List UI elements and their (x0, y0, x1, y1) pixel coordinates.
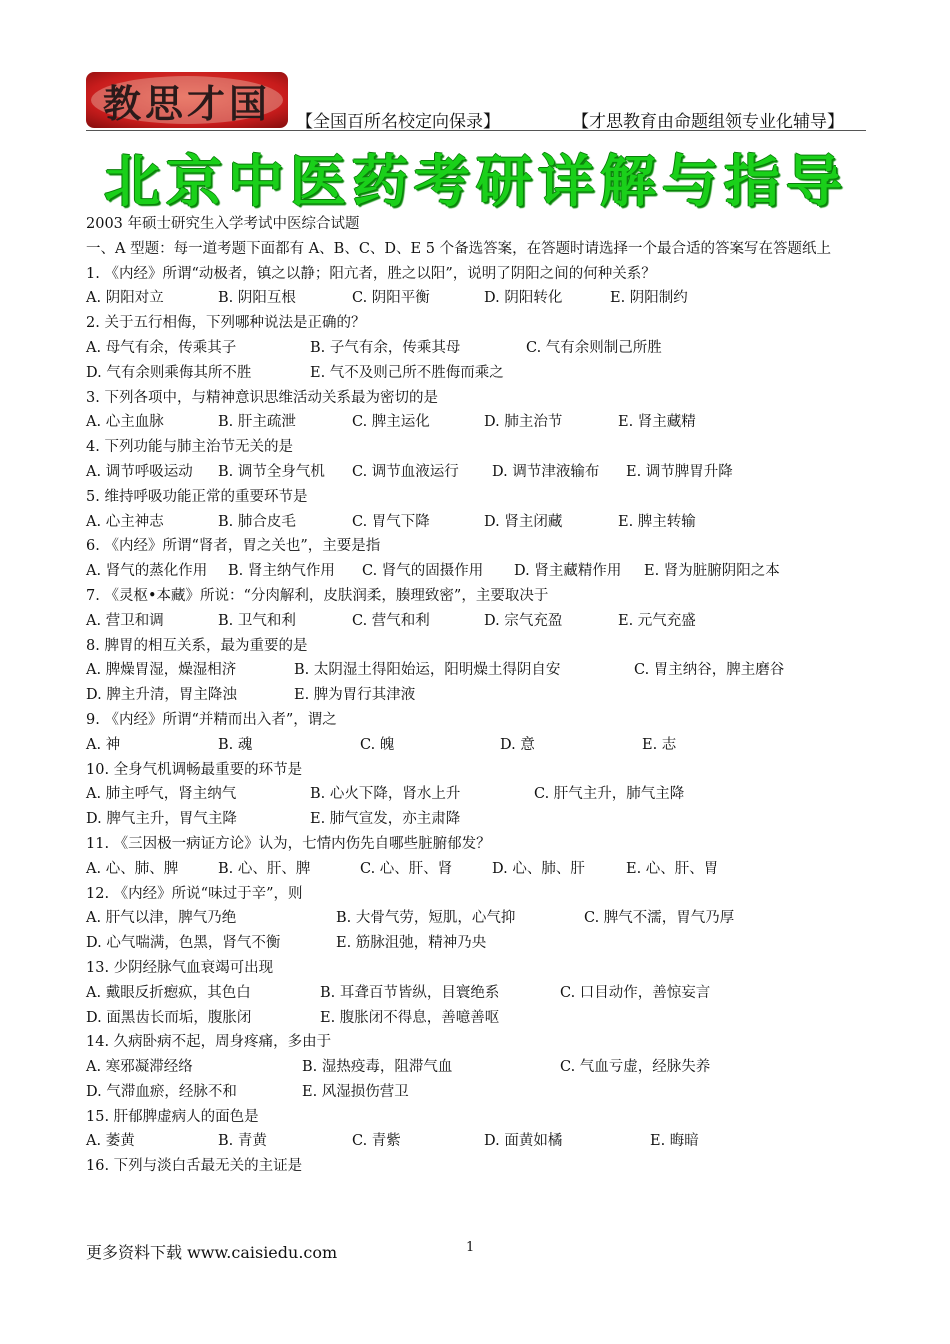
question-12-options-row1 (86, 906, 876, 931)
option-c: C. 胃主纳谷，脾主磨谷 (634, 662, 785, 679)
page-banner-title: 北京中医药考研详解与指导 (104, 150, 848, 215)
option-c: C. 肝气主升，肺气主降 (534, 786, 685, 803)
option-d: D. 调节津液输布 (492, 463, 600, 480)
question-7: 7. 《灵枢•本藏》所说：“分肉解利，皮肤润柔，腠理致密”，主要取决于 (86, 587, 549, 604)
option-e: E. 风湿损伤营卫 (302, 1083, 409, 1100)
option-a: A. 心主血脉 (86, 414, 164, 431)
tagline-right: 【才思教育由命题组领专业化辅导】 (572, 112, 844, 132)
exam-title: 2003 年硕士研究生入学考试中医综合试题 (86, 216, 360, 232)
question-14-options-row1 (86, 1055, 876, 1080)
question-7-options (86, 609, 876, 634)
option-d: D. 心、肺、肝 (492, 860, 585, 877)
option-d: D. 心气喘满，色黑，肾气不衡 (86, 935, 281, 952)
option-a: A. 寒邪凝滞经络 (86, 1059, 193, 1076)
option-e: E. 心、肝、胃 (626, 860, 719, 877)
option-b: B. 卫气和利 (218, 612, 296, 629)
option-d: D. 脾主升清，胃主降浊 (86, 687, 237, 704)
option-b: B. 耳聋百节皆纵，目寰绝系 (320, 984, 500, 1001)
option-a: A. 调节呼吸运动 (86, 463, 193, 480)
option-c: C. 心、肝、肾 (360, 860, 453, 877)
option-e: E. 脾主转输 (618, 513, 696, 530)
option-d: D. 宗气充盈 (484, 612, 563, 629)
option-e: E. 晦暗 (650, 1133, 699, 1150)
option-a: A. 营卫和调 (86, 612, 164, 629)
option-c: C. 气有余则制己所胜 (526, 339, 662, 356)
question-9-options (86, 733, 876, 758)
option-d: D. 面黑齿长而垢，腹胀闭 (86, 1009, 252, 1026)
question-8: 8. 脾胃的相互关系，最为重要的是 (86, 637, 308, 654)
option-a: A. 肾气的蒸化作用 (86, 563, 208, 580)
question-1: 1. 《内经》所谓“动极者，镇之以静；阳亢者，胜之以阳”，说明了阴阳之间的何种关系？ (86, 265, 656, 282)
option-b: B. 心、肝、脾 (218, 860, 311, 877)
option-b: B. 湿热疫毒，阻滞气血 (302, 1059, 453, 1076)
option-b: B. 太阴湿土得阳始运，阳明燥土得阴自安 (294, 662, 561, 679)
brand-logo (86, 72, 288, 128)
section-intro: 一、A 型题：每一道考题下面都有 A、B、C、D、E 5 个备选答案，在答题时请选择一个最合适的答案写在答题纸上 (86, 240, 832, 257)
option-a: A. 神 (86, 736, 121, 753)
question-13-options-row2 (86, 1006, 876, 1031)
option-e: E. 腹胀闭不得息，善噫善呕 (320, 1009, 500, 1026)
question-13-options-row1 (86, 981, 876, 1006)
option-d: D. 面黄如橘 (484, 1133, 563, 1150)
question-3-options (86, 410, 876, 435)
question-3: 3. 下列各项中，与精神意识思维活动关系最为密切的是 (86, 389, 438, 406)
option-c: C. 气血亏虚，经脉失养 (560, 1059, 711, 1076)
option-a: A. 肺主呼气，肾主纳气 (86, 786, 237, 803)
question-10-options-row2 (86, 807, 876, 832)
question-8-options-row2 (86, 683, 876, 708)
question-4: 4. 下列功能与肺主治节无关的是 (86, 439, 293, 456)
option-c: C. 调节血液运行 (352, 463, 459, 480)
option-c: C. 营气和利 (352, 612, 430, 629)
option-a: A. 心主神志 (86, 513, 164, 530)
option-c: C. 口目动作，善惊妄言 (560, 984, 711, 1001)
question-1-options (86, 286, 876, 311)
option-b: B. 肾主纳气作用 (228, 563, 335, 580)
header-divider (86, 130, 866, 131)
question-9: 9. 《内经》所谓“并精而出入者”，谓之 (86, 711, 337, 728)
option-c: C. 脾气不濡，胃气乃厚 (584, 910, 735, 927)
option-b: B. 阴阳互根 (218, 290, 296, 307)
question-8-options-row1 (86, 658, 876, 683)
option-a: A. 阴阳对立 (86, 290, 164, 307)
option-a: A. 萎黄 (86, 1133, 135, 1150)
question-10-options-row1 (86, 782, 876, 807)
option-c: C. 肾气的固摄作用 (362, 563, 484, 580)
option-e: E. 调节脾胃升降 (626, 463, 733, 480)
question-2-options-row1 (86, 336, 876, 361)
question-12: 12. 《内经》所说“味过于辛”，则 (86, 885, 303, 902)
option-e: E. 肺气宣发，亦主肃降 (310, 811, 461, 828)
option-c: C. 脾主运化 (352, 414, 430, 431)
option-a: A. 肝气以津，脾气乃绝 (86, 910, 237, 927)
option-e: E. 肾主藏精 (618, 414, 696, 431)
option-e: E. 脾为胃行其津液 (294, 687, 416, 704)
option-d: D. 阴阳转化 (484, 290, 563, 307)
option-b: B. 青黄 (218, 1133, 267, 1150)
option-e: E. 阴阳制约 (610, 290, 688, 307)
question-5: 5. 维持呼吸功能正常的重要环节是 (86, 488, 308, 505)
option-d: D. 气滞血瘀，经脉不和 (86, 1083, 237, 1100)
option-a: A. 心、肺、脾 (86, 860, 179, 877)
option-a: A. 脾燥胃湿，燥湿相济 (86, 662, 237, 679)
option-b: B. 魂 (218, 736, 253, 753)
option-c: C. 阴阳平衡 (352, 290, 430, 307)
question-16: 16. 下列与淡白舌最无关的主证是 (86, 1158, 303, 1175)
question-10: 10. 全身气机调畅最重要的环节是 (86, 761, 303, 778)
question-14-options-row2 (86, 1080, 876, 1105)
logo-text: 教思才国 (102, 80, 271, 126)
option-e: E. 元气充盛 (618, 612, 696, 629)
option-b: B. 调节全身气机 (218, 463, 325, 480)
option-e: E. 志 (642, 736, 677, 753)
option-d: D. 气有余则乘侮其所不胜 (86, 364, 252, 381)
question-11: 11. 《三因极一病证方论》认为，七情内伤先自哪些脏腑郁发？ (86, 835, 491, 852)
question-2-options-row2 (86, 361, 876, 386)
question-11-options (86, 857, 876, 882)
option-b: B. 大骨气劳，短肌，心气抑 (336, 910, 516, 927)
footer-download-link[interactable]: 更多资料下载 www.caisiedu.com (86, 1243, 338, 1262)
question-2: 2. 关于五行相侮，下列哪种说法是正确的？ (86, 315, 366, 332)
question-4-options (86, 460, 876, 485)
option-c: C. 青紫 (352, 1133, 401, 1150)
question-6-options (86, 559, 876, 584)
option-b: B. 心火下降，肾水上升 (310, 786, 461, 803)
option-a: A. 戴眼反折瘛疭，其色白 (86, 984, 251, 1001)
option-c: C. 魄 (360, 736, 395, 753)
option-e: E. 肾为脏腑阴阳之本 (644, 563, 780, 580)
option-d: D. 脾气主升，胃气主降 (86, 811, 237, 828)
option-e: E. 气不及则己所不胜侮而乘之 (310, 364, 504, 381)
option-d: D. 肺主治节 (484, 414, 563, 431)
option-d: D. 意 (500, 736, 535, 753)
question-5-options (86, 510, 876, 535)
option-c: C. 胃气下降 (352, 513, 430, 530)
option-b: B. 肝主疏泄 (218, 414, 296, 431)
question-14: 14. 久病卧病不起，周身疼痛，多由于 (86, 1034, 332, 1051)
option-d: D. 肾主藏精作用 (514, 563, 622, 580)
exam-content (86, 212, 876, 1179)
question-13: 13. 少阴经脉气血衰竭可出现 (86, 959, 274, 976)
option-b: B. 肺合皮毛 (218, 513, 296, 530)
option-e: E. 筋脉沮弛，精神乃央 (336, 935, 487, 952)
question-12-options-row2 (86, 931, 876, 956)
option-a: A. 母气有余，传乘其子 (86, 339, 237, 356)
page-number: 1 (466, 1240, 475, 1255)
question-6: 6. 《内经》所谓“肾者，胃之关也”，主要是指 (86, 538, 381, 555)
question-15-options (86, 1129, 876, 1154)
option-d: D. 肾主闭藏 (484, 513, 563, 530)
option-b: B. 子气有余，传乘其母 (310, 339, 461, 356)
tagline-left: 【全国百所名校定向保录】 (296, 112, 500, 132)
question-15: 15. 肝郁脾虚病人的面色是 (86, 1108, 259, 1125)
